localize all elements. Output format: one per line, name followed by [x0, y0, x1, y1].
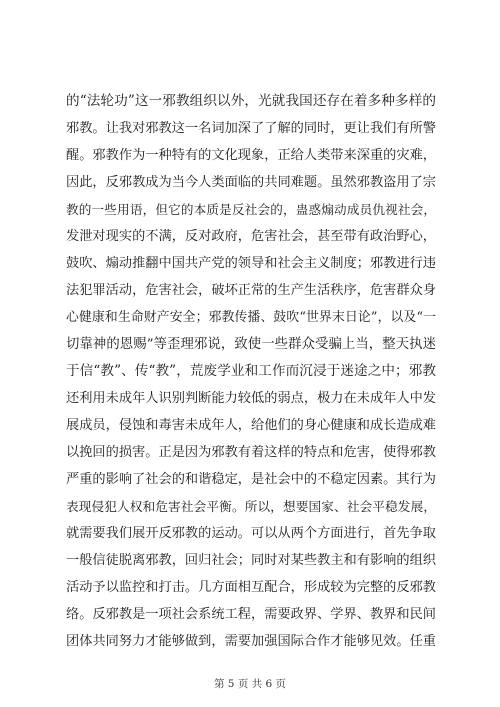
text-line: 心健康和生命财产安全；邪教传播、鼓吹“世界末日论”，以及“一	[66, 310, 436, 325]
text-line: 一般信徒脱离邪教，回归社会；同时对某些教主和有影响的组织	[66, 553, 436, 568]
text-line: 就需要我们展开反邪教的运动。可以从两个方面进行，首先争取	[66, 526, 436, 541]
text-line: 法犯罪活动，危害社会，破坏正常的生产生活秩序，危害群众身	[66, 283, 436, 298]
text-line: 鼓吹、煽动推翻中国共产党的领导和社会主义制度；邪教进行违	[66, 256, 436, 271]
text-line: 因此，反邪教成为当今人类面临的共同难题。虽然邪教盗用了宗	[66, 175, 436, 190]
text-line: 教的一些用语，但它的本质是反社会的，蛊惑煽动成员仇视社会，	[66, 202, 436, 217]
text-line: 醒。邪教作为一种特有的文化现象，正给人类带来深重的灾难，	[66, 148, 436, 163]
body-text	[66, 88, 436, 655]
text-line: 展成员，侵蚀和毒害未成年人，给他们的身心健康和成长造成难	[66, 418, 436, 433]
text-line: 邪教。让我对邪教这一名词加深了了解的同时，更让我们有所警	[66, 121, 436, 136]
page-footer: 第 5 页 共 6 页	[213, 678, 287, 690]
text-line: 于信“教”、传“教”，荒废学业和工作而沉浸于迷途之中；邪教	[66, 363, 436, 379]
text-line: 团体共同努力才能够做到，需要加强国际合作才能够见效。任重	[66, 634, 436, 649]
text-line: 的“法轮功”这一邪教组织以外，光就我国还存在着多种多样的	[66, 93, 436, 109]
text-line: 活动予以监控和打击。几方面相互配合，形成较为完整的反邪教	[66, 580, 436, 595]
text-line: 表现侵犯人权和危害社会平衡。所以，想要国家、社会平稳发展，	[66, 499, 436, 514]
text-line: 严重的影响了社会的和谐稳定，是社会中的不稳定因素。其行为	[66, 472, 436, 487]
text-line: 以挽回的损害。正是因为邪教有着这样的特点和危害，使得邪教	[66, 445, 436, 460]
text-line: 发泄对现实的不满，反对政府，危害社会，甚至带有政治野心，	[66, 229, 436, 244]
text-line: 络。反邪教是一项社会系统工程，需要政界、学界、教界和民间	[66, 607, 436, 622]
text-line: 切靠神的恩赐”等歪理邪说，致使一些群众受骗上当，整天执迷	[66, 337, 436, 352]
text-line: 还利用未成年人识别判断能力较低的弱点，极力在未成年人中发	[66, 391, 436, 406]
